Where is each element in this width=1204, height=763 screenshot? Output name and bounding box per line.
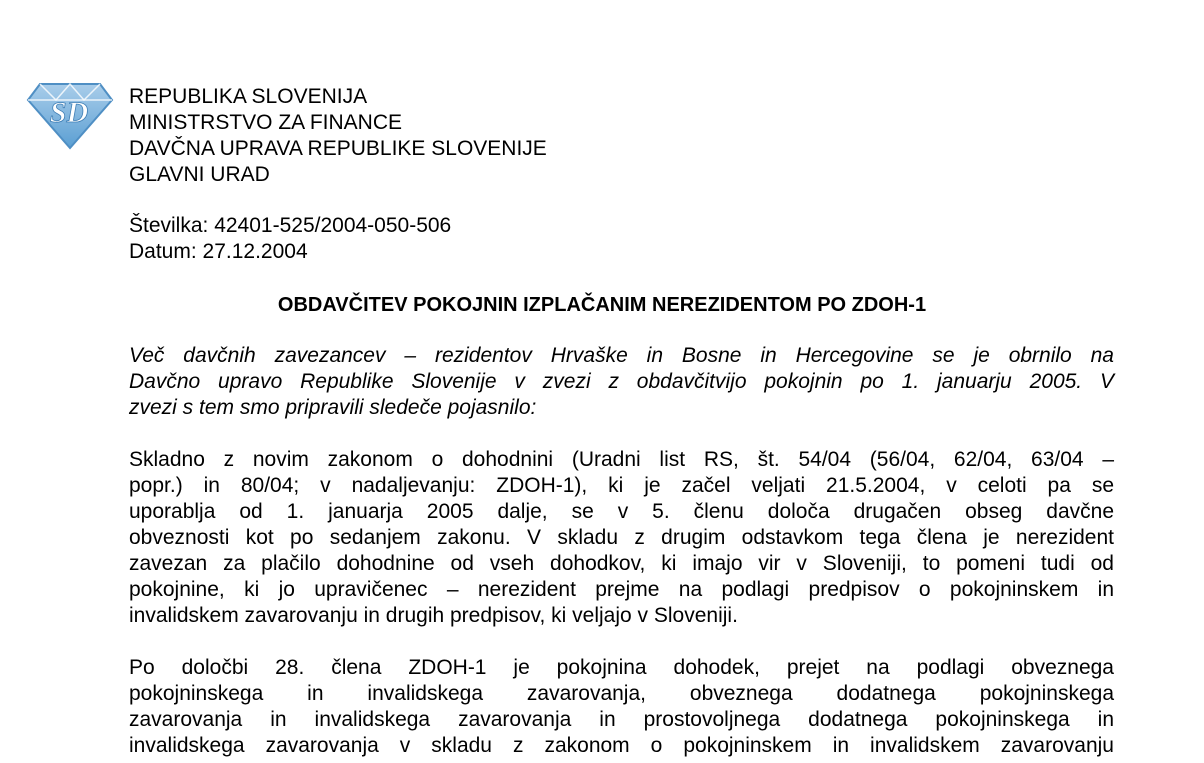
header-line-republic: REPUBLIKA SLOVENIJA	[129, 85, 368, 108]
paragraph-line: invalidskega zavarovanja v skladu z zakonom o pokojninskem in invalidskem zavarovanju	[129, 734, 1114, 757]
paragraph-line: Davčno upravo Republike Slovenije v zvezi z obdavčitvijo pokojnin po 1. januarju 2005. V	[129, 370, 1114, 393]
paragraph-line: Skladno z novim zakonom o dohodnini (Uradni list RS, št. 54/04 (56/04, 62/04, 63/04 –	[129, 448, 1114, 471]
paragraph-law	[129, 447, 1114, 629]
paragraph-line: zvezi s tem smo pripravili sledeče pojasnilo:	[129, 396, 537, 419]
durs-logo-icon	[26, 78, 114, 150]
header-line-ministry: MINISTRSTVO ZA FINANCE	[129, 111, 403, 134]
document-title: OBDAVČITEV POKOJNIN IZPLAČANIM NEREZIDENTOM PO ZDOH-1	[277, 294, 927, 316]
document-date: Datum: 27.12.2004	[129, 240, 308, 263]
document-number: Številka: 42401-525/2004-050-506	[129, 214, 452, 237]
logo-text: SD	[49, 96, 89, 129]
institution-header	[129, 84, 547, 188]
paragraph-line: popr.) in 80/04; v nadaljevanju: ZDOH-1), ki je začel veljati 21.5.2004, v celoti pa se	[129, 474, 1114, 497]
paragraph-article-28	[129, 655, 1114, 759]
header-line-tax-administration: DAVČNA UPRAVA REPUBLIKE SLOVENIJE	[129, 137, 547, 160]
document-body	[129, 343, 1114, 763]
paragraph-line: pokojninskega in invalidskega zavarovanja, obveznega dodatnega pokojninskega	[129, 682, 1114, 705]
document-meta	[129, 213, 451, 265]
paragraph-line: zavarovanja in invalidskega zavarovanja in prostovoljnega dodatnega pokojninskega in	[129, 708, 1114, 731]
header-line-main-office: GLAVNI URAD	[129, 163, 270, 186]
paragraph-line: Po določbi 28. člena ZDOH-1 je pokojnina dohodek, prejet na podlagi obveznega	[129, 656, 1114, 679]
logo-graphic	[26, 78, 114, 150]
paragraph-intro	[129, 343, 1114, 421]
paragraph-line: uporablja od 1. januarja 2005 dalje, se v 5. členu določa drugačen obseg davčne	[129, 500, 1114, 523]
paragraph-line: invalidskem zavarovanju in drugih predpisov, ki veljajo v Sloveniji.	[129, 604, 738, 627]
paragraph-line: zavezan za plačilo dohodnine od vseh dohodkov, ki imajo vir v Sloveniji, to pomeni tudi od	[129, 552, 1114, 575]
paragraph-line: Več davčnih zavezancev – rezidentov Hrvaške in Bosne in Hercegovine se je obrnilo na	[129, 344, 1114, 367]
paragraph-line: obveznosti kot po sedanjem zakonu. V skladu z drugim odstavkom tega člena je nerezident	[129, 526, 1114, 549]
paragraph-line: pokojnine, ki jo upravičenec – nerezident prejme na podlagi predpisov o pokojninskem in	[129, 578, 1114, 601]
